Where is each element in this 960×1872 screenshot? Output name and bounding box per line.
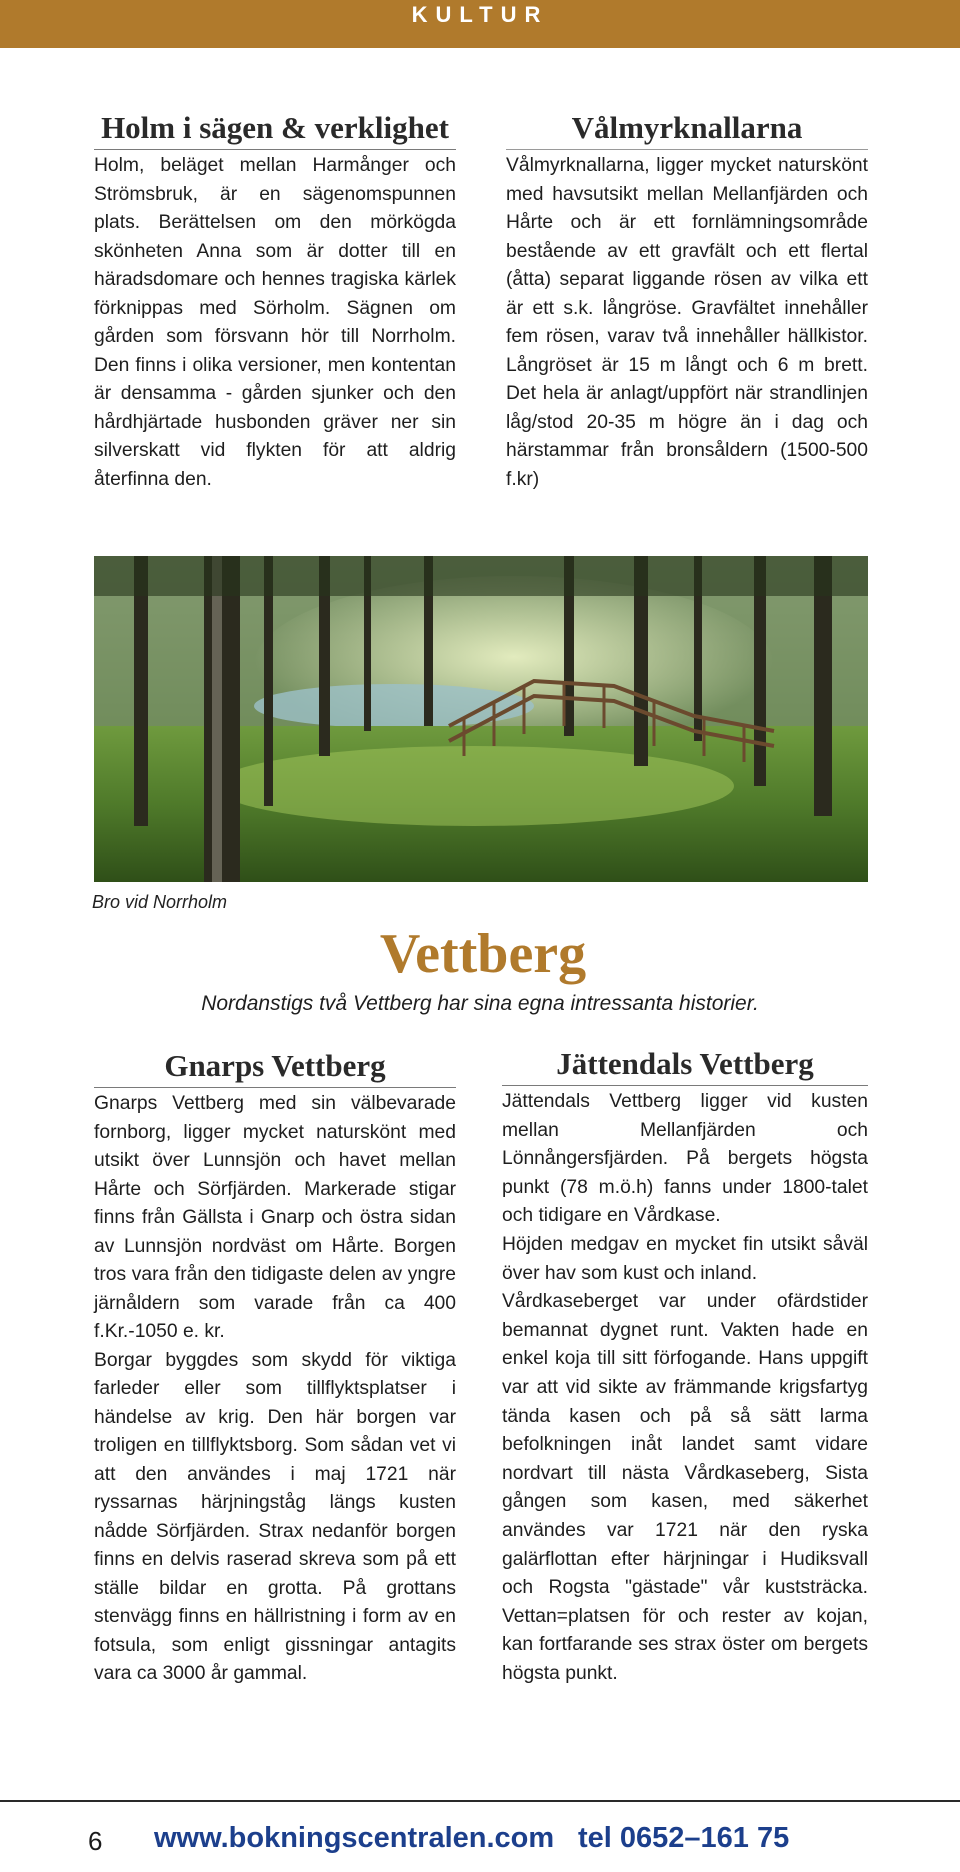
jattendal-paragraph: Vårdkaseberget var under ofärdstider bemannat dygnet runt. Vakten hade en enkel koja till sitt förfogande. Hans uppgift var att vid sikte av främmande krigsfartyg tända kasen och på så sätt larma befolkningen inåt landet samt vidare nordvart till nästa Vårdkaseberg, Sista gången som kasen, med säkerhet användes var 1721 när den ryska galärflottan efter härjningar i Hudiksvall och Rogsta "gästade" vår kuststräcka. Vettan=platsen för och rester av kojan, kan fortfarande ses strax öster om bergets högsta punkt. [502, 1291, 868, 1684]
photo-caption: Bro vid Norrholm [92, 892, 228, 912]
section-label: KULTUR [411, 2, 549, 27]
jattendal-heading: Jättendals Vettberg [502, 1046, 868, 1086]
gnarps-paragraph: Gnarps Vettberg med sin välbevarade fornborg, ligger mycket naturskönt med utsikt över Lunnsjön och havet mellan Hårte och Sörfjärden. Markerade stigar finns från Gällsta i Gnarp och östra sidan av Lunnsjön nordväst om Hårte. Borgen tros vara från den tidigaste delen av yngre järnåldern som varade från ca 400 f.Kr.-1050 e. kr. [94, 1093, 456, 1342]
valmyr-text: Vålmyrknallarna, ligger mycket naturskönt med havsutsikt mellan Mellanfjärden och Hårte och är ett fornlämningsområde bestående av ett gravfält och ett flertal (åtta) separat liggande rösen av vilka ett är ett s.k. långröse. Gravfältet innehåller fem rösen, varav två innehåller hällkistor. Långröset är 15 m långt och 6 m brett. Det hela är anlagt/uppfört när strandlinjen låg/stod 20-35 m högre än i dag och härstammar från bronsåldern (1500-500 f.kr) [506, 155, 868, 490]
footer-divider [0, 1800, 960, 1802]
footer-phone-number: tel 0652–161 75 [578, 1822, 790, 1854]
holm-text: Holm, beläget mellan Harmånger och Strömsbruk, är en sägenomspunnen plats. Berättelsen om den mörkögda skönheten Anna som är dotter till en häradsdomare och hennes tragiska kärlek förknippas med Sörholm. Sägnen om gården som försvann hör till Norrholm. Den finns i olika versioner, men kontentan är densamma - gården sjunker och den hårdhjärtade husbonden gräver ner sin silverskatt vid flykten för att aldrig återfinna den. [94, 155, 456, 490]
jattendal-article [502, 1046, 868, 1688]
holm-heading: Holm i sägen & verklighet [94, 110, 456, 150]
page-number: 6 [88, 1826, 103, 1856]
holm-article [94, 110, 456, 494]
valmyr-heading: Vålmyrknallarna [506, 110, 868, 150]
footer-website-link[interactable]: www.bokningscentralen.com [154, 1822, 555, 1854]
vettberg-subtitle: Nordanstigs två Vettberg har sina egna intressanta historier. [201, 992, 759, 1015]
section-header-band [0, 0, 960, 48]
gnarps-paragraph: Borgar byggdes som skydd för viktiga farleder eller som tillflyktsplatser i händelse av krig. Den här borgen var troligen en tillflyktsborg. Som sådan vet vi att den användes i maj 1721 när ryssarnas härjningståg längs kusten nådde Sörfjärden. Strax nedanför borgen finns en delvis raserad skreva som på ett ställe bildar en grotta. På grottans stenvägg finns en hällristning i form av en fotsula, som enligt gissningar antagits vara ca 3000 år gammal. [94, 1349, 456, 1684]
bridge-forest-photo [94, 556, 868, 882]
gnarps-article [94, 1048, 456, 1689]
jattendal-paragraph: Höjden medgav en mycket fin utsikt såväl över hav som kust och inland. [502, 1233, 868, 1284]
vettberg-title: Vettberg [379, 923, 587, 985]
gnarps-heading: Gnarps Vettberg [94, 1048, 456, 1088]
jattendal-paragraph: Jättendals Vettberg ligger vid kusten mellan Mellanfjärden och Lönnångersfjärden. På bergets högsta punkt (78 m.ö.h) fanns under 1800-talet och tidigare en Vårdkase. [502, 1091, 868, 1227]
valmyr-article [506, 110, 868, 494]
